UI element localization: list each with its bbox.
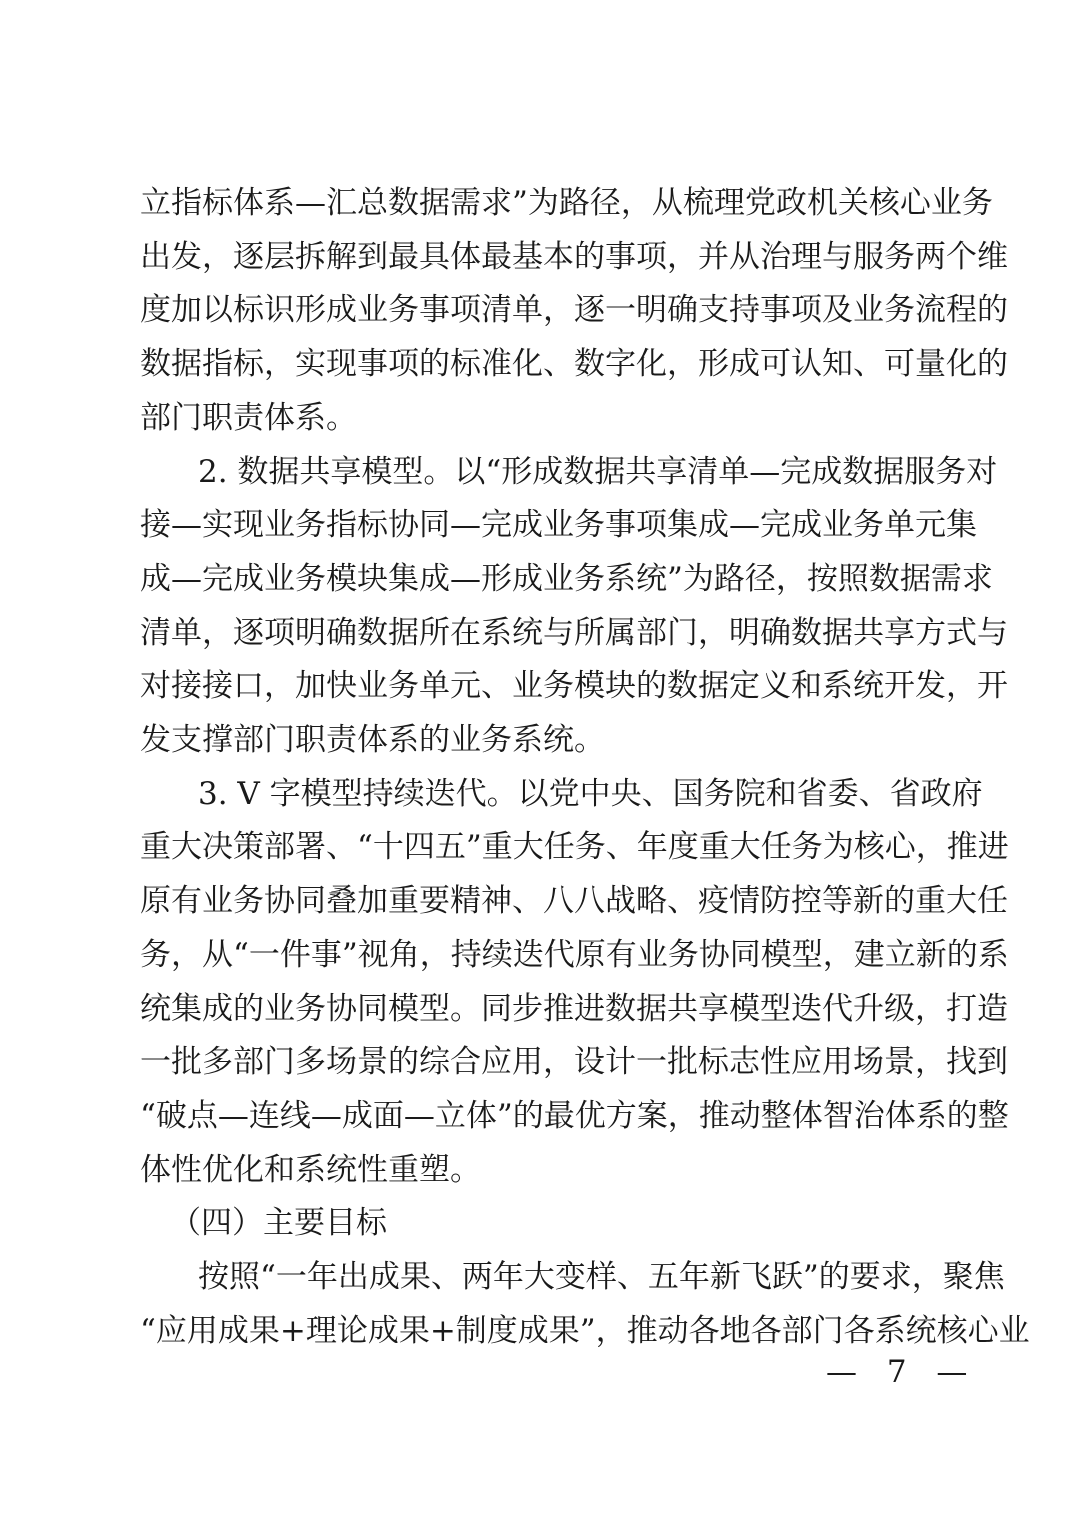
text-line: 清单，逐项明确数据所在系统与所属部门，明确数据共享方式与 [140,614,1008,651]
text-line: 成—完成业务模块集成—形成业务系统”为路径，按照数据需求 [140,560,993,597]
text-line: 度加以标识形成业务事项清单，逐一明确支持事项及业务流程的 [140,292,1008,329]
text-line: “破点—连线—成面—立体”的最优方案，推动整体智治体系的整 [140,1097,1009,1134]
text-line: 体性优化和系统性重塑。 [140,1151,481,1188]
text-line: “应用成果+理论成果+制度成果”，推动各地各部门各系统核心业 [140,1312,1030,1349]
text-line: 原有业务协同叠加重要精神、八八战略、疫情防控等新的重大任 [140,883,1008,920]
text-line: 一批多部门多场景的综合应用，设计一批标志性应用场景，找到 [140,1044,1008,1081]
text-line: 部门职责体系。 [140,399,357,436]
text-line: 出发，逐层拆解到最具体最基本的事项，并从治理与服务两个维 [140,238,1008,275]
text-line: 统集成的业务协同模型。同步推进数据共享模型迭代升级，打造 [140,990,1008,1027]
page-number: — 7 — [826,1354,978,1390]
text-line: 数据指标，实现事项的标准化、数字化，形成可认知、可量化的 [140,346,1008,383]
text-line: 按照“一年出成果、两年大变样、五年新飞跃”的要求，聚焦 [198,1259,1005,1295]
text-line: 接—实现业务指标协同—完成业务事项集成—完成业务单元集 [140,507,977,544]
text-line: 发支撑部门职责体系的业务系统。 [140,722,605,758]
text-line: 对接接口，加快业务单元、业务模块的数据定义和系统开发，开 [140,668,1008,705]
text-line: 立指标体系—汇总数据需求”为路径，从梳理党政机关核心业务 [140,185,993,221]
text-line: 重大决策部署、“十四五”重大任务、年度重大任务为核心，推进 [140,829,1009,866]
text-line: 3. V 字模型持续迭代。以党中央、国务院和省委、省政府 [198,775,983,812]
heading-text: （四）主要目标 [170,1205,387,1242]
text-line: 2. 数据共享模型。以“形成数据共享清单—完成数据服务对 [198,453,998,490]
text-line: 务，从“一件事”视角，持续迭代原有业务协同模型，建立新的系 [140,936,1009,973]
